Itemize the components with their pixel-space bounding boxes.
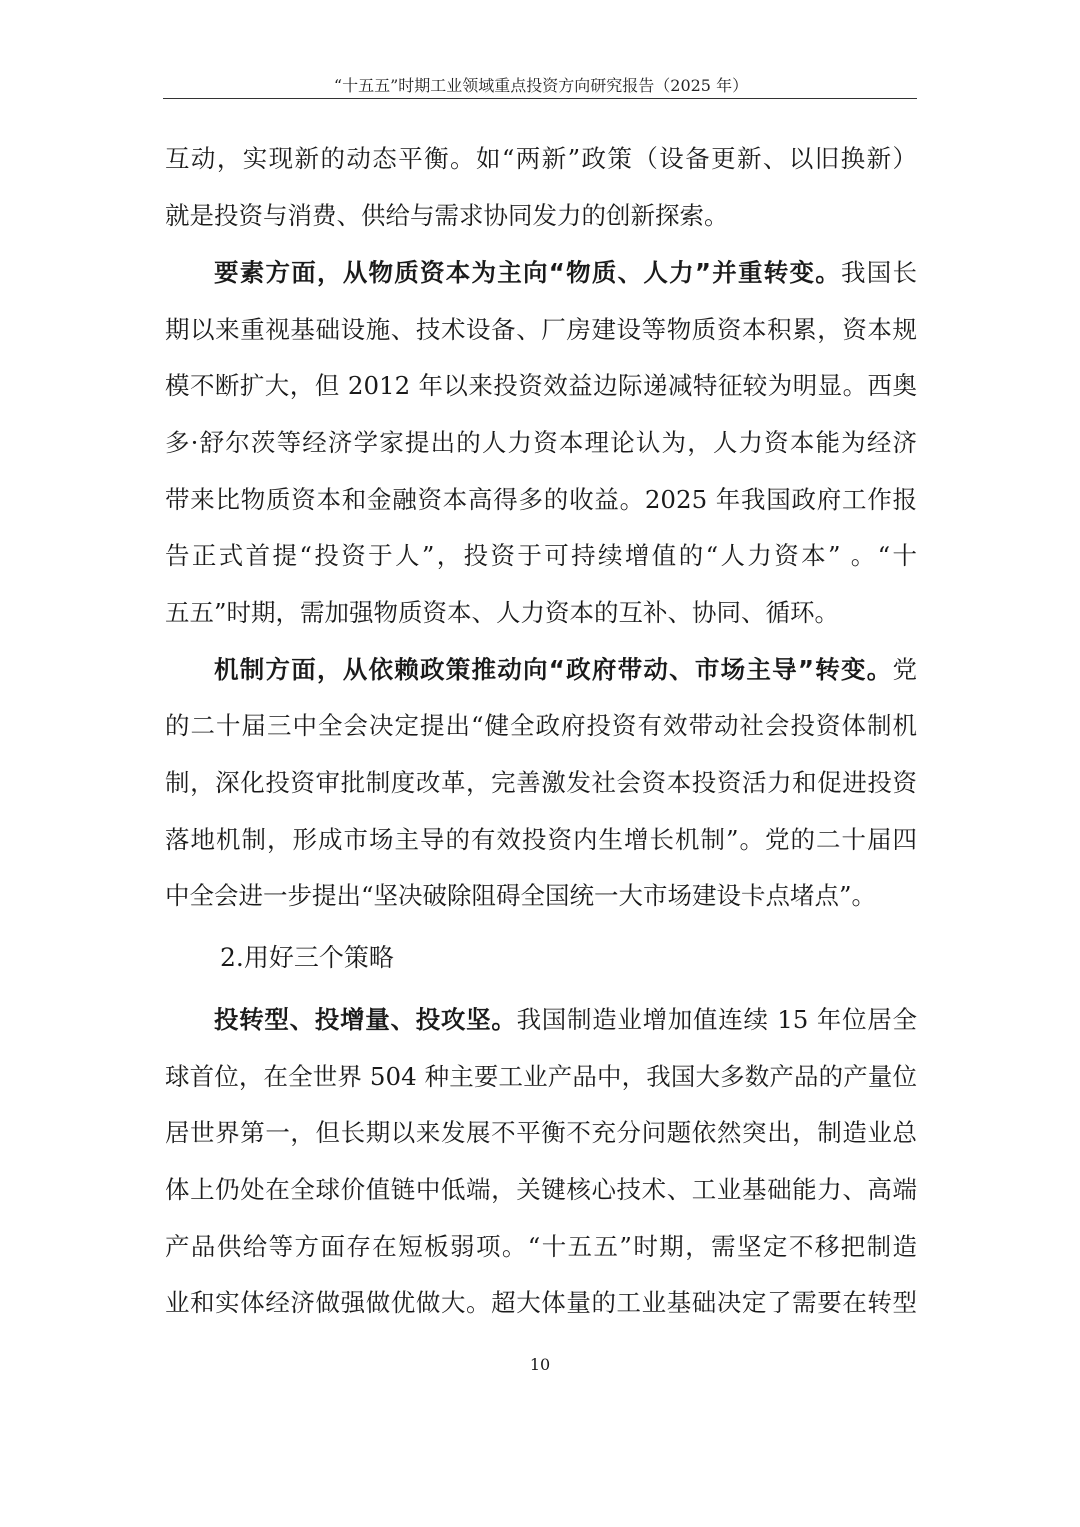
page-number: 10 <box>529 1355 551 1374</box>
paragraph-line: 落地机制，形成市场主导的有效投资内生增长机制”。党的二十届四 <box>165 825 917 854</box>
paragraph-lead-text: 党 <box>892 655 917 684</box>
paragraph-lead-bold: 机制方面，从依赖政策推动向“政府带动、市场主导”转变。 <box>214 655 893 684</box>
paragraph-line: 就是投资与消费、供给与需求协同发力的创新探索。 <box>165 201 729 230</box>
paragraph-lead-bold: 要素方面，从物质资本为主向“物质、人力”并重转变。 <box>214 258 841 287</box>
paragraph-lead-bold: 投转型、投增量、投攻坚。 <box>214 1005 517 1034</box>
paragraph-line: 五五”时期，需加强物质资本、人力资本的互补、协同、循环。 <box>165 598 840 627</box>
paragraph-line: 产品供给等方面存在短板弱项。“十五五”时期，需坚定不移把制造 <box>165 1232 917 1261</box>
paragraph-line: 中全会进一步提出“坚决破除阻碍全国统一大市场建设卡点堵点”。 <box>165 881 877 910</box>
paragraph-line: 业和实体经济做强做优做大。超大体量的工业基础决定了需要在转型 <box>165 1288 917 1317</box>
section-heading: 2.用好三个策略 <box>220 943 394 972</box>
paragraph-line: 居世界第一，但长期以来发展不平衡不充分问题依然突出，制造业总 <box>165 1118 917 1147</box>
paragraph-line: 带来比物质资本和金融资本高得多的收益。2025 年我国政府工作报 <box>165 485 917 514</box>
paragraph-lead-text: 我国制造业增加值连续 15 年位居全 <box>516 1005 918 1034</box>
paragraph-line: 体上仍处在全球价值链中低端，关键核心技术、工业基础能力、高端 <box>165 1175 917 1204</box>
paragraph-line: 告正式首提“投资于人”，投资于可持续增值的“人力资本” 。“十 <box>165 541 917 570</box>
running-header: “十五五”时期工业领域重点投资方向研究报告（2025 年） <box>333 76 749 95</box>
header-divider <box>163 98 917 99</box>
paragraph-first-line <box>214 253 917 293</box>
paragraph-line: 制，深化投资审批制度改革，完善激发社会资本投资活力和促进投资 <box>165 768 917 797</box>
paragraph-line: 球首位，在全世界 504 种主要工业产品中，我国大多数产品的产量位 <box>165 1062 917 1091</box>
paragraph-first-line <box>214 650 917 690</box>
paragraph-line: 互动，实现新的动态平衡。如“两新”政策（设备更新、以旧换新） <box>165 144 917 173</box>
paragraph-lead-text: 我国长 <box>841 258 918 287</box>
paragraph-line: 期以来重视基础设施、技术设备、厂房建设等物质资本积累，资本规 <box>165 315 917 344</box>
paragraph-first-line <box>214 1000 917 1040</box>
paragraph-line: 多·舒尔茨等经济学家提出的人力资本理论认为，人力资本能为经济 <box>165 428 917 457</box>
paragraph-line: 的二十届三中全会决定提出“健全政府投资有效带动社会投资体制机 <box>165 711 917 740</box>
paragraph-line: 模不断扩大，但 2012 年以来投资效益边际递减特征较为明显。西奥 <box>165 371 917 400</box>
